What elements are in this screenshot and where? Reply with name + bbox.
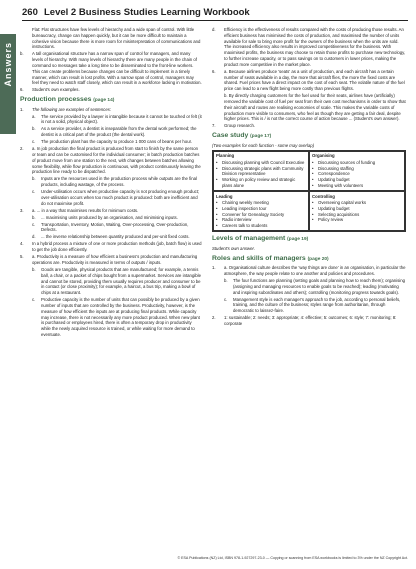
- question-subs: [20, 267, 202, 338]
- case-cell-planning: [213, 151, 309, 191]
- item-text: Student's own examples.: [32, 87, 80, 93]
- item-label: b.: [32, 267, 36, 272]
- case-bullet: • Updating budget: [312, 206, 402, 212]
- section-title: Case study: [212, 132, 249, 140]
- item-label: 6.: [212, 68, 216, 74]
- sub-item: [32, 297, 202, 338]
- item-text: The service provided by a lawyer is intangible because it cannot be touched or felt (it is not a solid, physical object).: [41, 113, 202, 125]
- item-label: d.: [212, 27, 216, 32]
- sub-item: [224, 297, 406, 314]
- item-text: The production plant has the capacity to produce 1 000 cans of beans per hour.: [41, 139, 192, 145]
- item-text: b. By directly charging customers for the fuel used for their seats, airlines have (artificially) removed the variable cost of fuel per seat from their own cost mechanisms in order to show that their aircraft and routes are realising economies of scale. This makes the variable costs of production more visible to consumers, who feel as though they are getting a fair deal, despite higher prices. This is / is not the correct course of action because ... (Student's own answer).: [224, 93, 406, 122]
- section-title: Levels of management: [212, 235, 286, 243]
- page-title: Level 2 Business Studies Learning Workbook: [44, 7, 250, 18]
- left-column: [20, 27, 202, 339]
- sub-item: [32, 215, 202, 221]
- case-bullet: • Careers talk to students: [216, 223, 306, 229]
- item-text: a. Because airlines produce 'seats' as a unit of production, and each aircraft has a certain number of seats available in a day, the more that aircraft flies, the more the fixed costs are shared. Fuel prices have a direct impact on the cost of each seat. The volatile nature of the fuel price can lead to a new flight being more costly than previous flights.: [224, 68, 405, 92]
- item-text: Inputs are the resources used in the production process while outputs are the final products, including wastage, of the process.: [41, 176, 197, 188]
- case-bullet: • Convener for Genealogy Society: [216, 212, 306, 218]
- item-label: b.: [20, 51, 24, 57]
- answer-item: [20, 51, 202, 86]
- item-text: The four functions are planning (setting goals and planning how to reach them); organising (assigning and managing resources to enable goals to be reached); leading (motivating and inspiring subordinates and others); controlling (monitoring progress towards goals).: [233, 278, 405, 295]
- sub-item: [32, 222, 202, 234]
- item-label: b.: [32, 214, 36, 220]
- item-label: c.: [224, 296, 228, 302]
- case-cell-heading: Controlling: [312, 193, 335, 199]
- case-cell-heading: Organising: [312, 153, 335, 159]
- section-title: Roles and skills of managers: [212, 254, 306, 262]
- sub-item: [32, 126, 202, 138]
- item-label: b.: [32, 176, 36, 182]
- case-cell-controlling: [309, 191, 405, 231]
- sub-item: [32, 114, 202, 126]
- case-intro: (Two examples for each function - some may overlap): [212, 142, 315, 148]
- answer-item: [20, 27, 202, 50]
- item-text: Flat: Flat structures have few levels of hierarchy and a wide span of control. With little bureaucracy, change can happen quickly, but it can be more difficult to maintain a cohesive vision because there is more room for misinterpretation of communications and instructions.: [32, 27, 201, 50]
- answer-item: [212, 69, 406, 92]
- section-production-processes: [20, 96, 202, 105]
- section-page: (page 14): [93, 98, 115, 104]
- section-page: (page 17): [250, 134, 272, 140]
- item-label: a.: [32, 113, 36, 119]
- question-subs: [212, 278, 406, 314]
- item-text: ... the inverse relationship between quantity produced and per-unit fixed costs.: [41, 234, 190, 240]
- item-label: 7.: [212, 123, 216, 129]
- case-bullet: • Meeting with volunteers: [312, 183, 402, 189]
- sub-item: [32, 234, 202, 240]
- left-top-items: [20, 27, 202, 93]
- item-text: Group research.: [224, 123, 256, 129]
- item-label: 6.: [20, 87, 24, 93]
- question-item: 1. a. Organisational culture describes the 'way things are done' in an organisation, in particular the atmosphere, the way people relate to one another and policies and procedures.: [212, 265, 406, 277]
- question-item: 2. 1: sustainable; 2: needs; 3: appropriate; 4: effective; 5: outcomes; 6: style; 7: monitoring; 8: corporate: [212, 315, 397, 326]
- page-header: [0, 0, 416, 22]
- sub-item: [224, 278, 406, 295]
- item-text: As a service provider, a dentist is inseparable from the dental work performed; the dentist is a critical part of the product (the dental work).: [41, 126, 197, 138]
- case-bullet: • Discussing staffing: [312, 166, 402, 172]
- section-page: (page 19): [287, 237, 309, 243]
- section-page: (page 20): [307, 256, 329, 262]
- sub-item: [32, 139, 202, 145]
- item-label: c.: [32, 189, 36, 195]
- case-cell-organising: [309, 151, 405, 191]
- item-label: b.: [224, 278, 228, 284]
- question-item: 4. In a hybrid process a mixture of one or more production methods (job, batch flow) is used to get the job done efficiently.: [20, 241, 202, 253]
- case-bullet: • Overseeing capital works: [312, 200, 402, 206]
- item-label: c.: [32, 297, 36, 303]
- item-text: A tall organisational structure has a narrow span of control for managers, and many levels of hierarchy. With many levels of hierarchy there are many people in the chain of command so messages take a long time to be disseminated to the front-line workers. This can create problems because changes can be difficult to implement in a timely manner, which can result in lost profits. With a narrow span of control, managers may feel they need to watch staff closely, which can result in a workforce lacking in motivation.: [32, 51, 202, 86]
- item-text: Management style is each manager's approach to the job, according to personal beliefs, training, and the culture of the business; styles range from authoritarian, through democratic to laissez-faire.: [233, 296, 401, 314]
- answer-item: [212, 93, 406, 122]
- answer-item: [212, 27, 406, 68]
- case-bullet: • Correspondence: [312, 171, 402, 177]
- question-subs: [20, 215, 202, 241]
- case-bullet: • Radio interview: [216, 217, 306, 223]
- case-bullet: • Policy review: [312, 217, 402, 223]
- case-bullet: • Discussing sources of funding: [312, 160, 402, 166]
- item-label: c.: [32, 221, 36, 227]
- case-bullet: • Leading inspection tour: [216, 206, 306, 212]
- item-text: Productive capacity is the number of units that can possibly be produced by a given number of inputs that are controlled by the business. Productivity, however, is the measure of how efficient the inputs are at producing final products. While capacity may increase, there is not necessarily any more product produced. When new plant is purchased or employees hired, there is often a temporary drop in productivity while the newly acquired resource is trained, or while waiting for more demand to eventuate.: [41, 297, 200, 337]
- case-cell-heading: Leading: [216, 193, 233, 199]
- answers-side-tab: [0, 34, 16, 134]
- page-footer: © ESA Publications (NZ) Ltd, ISBN 978-1-927297-23-0 — Copying or scanning from ESA workbooks is limited to 3% under the NZ Copyright Act.: [177, 556, 408, 560]
- answer-item: [20, 87, 202, 93]
- case-bullet: • Working on policy review and strategic plans alone: [216, 177, 306, 189]
- sub-item: [32, 176, 202, 188]
- answer-item: [212, 123, 406, 129]
- question-item: 5. a. Productivity is a measure of how efficient a business's production and manufacturing operations are. Productivity is measured in terms of outputs / inputs.: [20, 254, 198, 266]
- section-roles-and-skills: [212, 255, 406, 264]
- right-top-items: [212, 27, 406, 129]
- case-bullet: • Selecting acquisitions: [312, 212, 402, 218]
- case-cell-leading: [213, 191, 309, 231]
- page-number: 260: [22, 7, 38, 18]
- item-text: Transportation, Inventory, Motion, Waiting, Over-processing, Over-production, Defects.: [41, 221, 189, 233]
- section-levels-of-management: [212, 235, 406, 244]
- case-cell-heading: Planning: [216, 153, 235, 159]
- section-title: Production processes: [20, 96, 92, 104]
- question-item: 1. The following are examples of sentences:: [20, 106, 112, 112]
- item-label: c.: [32, 139, 36, 145]
- item-label: d.: [32, 234, 36, 240]
- question-item: 2. a. In job production the final product is produced from start to finish by the same person or team and can be customised for the individual consumer; in batch production batches of product move from one station to the next, with changes between batches allowing some flexibility, while flow production is continuous, with product continuously leaving the production line ready to be dispatched.: [20, 146, 201, 175]
- question-item: 3. a. ... in a way that maximises results for minimum costs.: [20, 207, 139, 213]
- case-study-table: [212, 150, 406, 233]
- item-text: ... maximising units produced by an organisation, and minimising inputs.: [41, 214, 178, 220]
- section-case-study: [212, 132, 406, 141]
- item-label: b.: [32, 126, 36, 132]
- sub-item: [32, 189, 202, 206]
- case-bullet: • Discussing strategic plans with Community Division representative: [216, 166, 306, 178]
- item-text: Under-utilisation occurs when productive capacity is not producing enough product; over-utilisation occurs when too much product is produced: both are inefficient and do not maximise profit.: [41, 189, 200, 206]
- right-column: [212, 27, 406, 328]
- side-tab-label: Answers: [3, 42, 13, 87]
- question-subs: [20, 176, 202, 206]
- case-bullet: • Chairing weekly meeting: [216, 200, 306, 206]
- question-subs: [20, 114, 202, 145]
- case-bullet: • Discussing planning with Council Executive: [216, 160, 306, 166]
- case-bullet: • Updating budget: [312, 177, 402, 183]
- sub-item: [32, 267, 202, 296]
- item-text: Efficiency is the effectiveness of results compared with the costs of producing those results. An efficient business has minimised the costs of production, and maximised the number of units available for sale to bring more profit for the owners of the business when the units are sold. The increased efficiency also results in improved competitiveness for the business. With maximised profits, the business may choose to retain those profits to purchase new technology, to further increase capacity, or to pass savings on to customers in lower prices, making the product more competitive in the market place.: [224, 27, 406, 67]
- header-rule: [22, 20, 408, 21]
- section-answer: Student's own answer.: [212, 245, 255, 251]
- item-text: Goods are tangible, physical products that are manufactured; for example, a tennis ball, a chair, or a packet of chips bought from a supermarket. Services are intangible and cannot be stored, providing them usually requires producer and consumer to be in contact (or close proximity); for example, a haircut, a bus trip, making a bowl of chips at a restaurant.: [41, 267, 202, 296]
